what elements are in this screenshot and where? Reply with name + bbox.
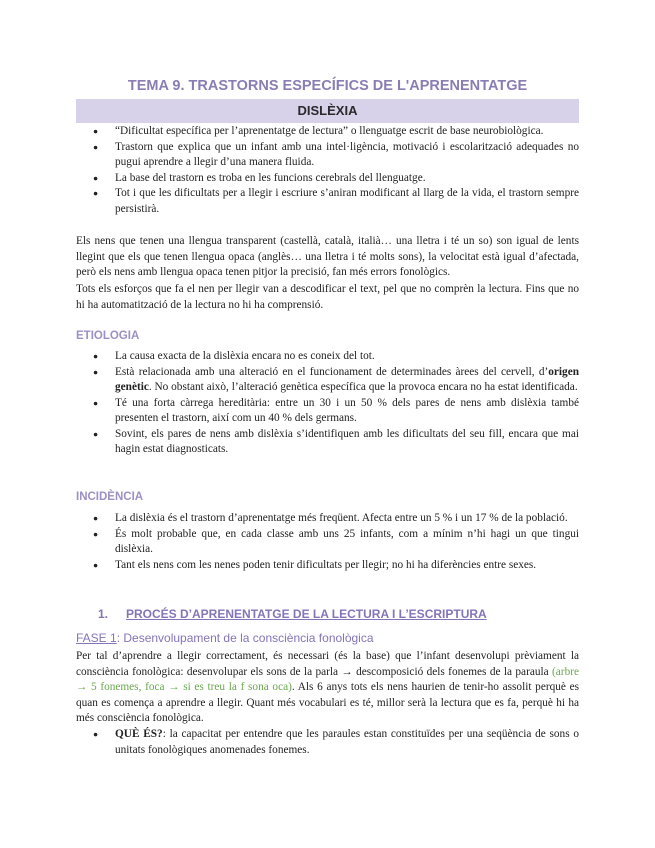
emphasis-text: origen genètic (115, 365, 579, 393)
list-item: ● Tot i que les dificultats per a llegir i escriure s’aniran modificant al llarg de la vida, el trastorn sempre persistirà. (76, 186, 579, 217)
fase-list-block (76, 727, 579, 758)
section-number: 1. (98, 607, 109, 621)
section-title: PROCÉS D’APRENENTATGE DE LA LECTURA I L’ESCRIPTURA (126, 607, 487, 621)
fase-bullet-list (76, 727, 579, 758)
list-item: ● Tant els nens com les nenes poden tenir dificultats per llegir; no hi ha diferències entre sexes. (76, 558, 579, 574)
example-text: (arbre → 5 fonemes, foca → si es treu la f sona oca) (76, 665, 579, 693)
incidencia-bullet-list (76, 511, 579, 573)
list-item (76, 727, 579, 758)
list-item: ● Sovint, els pares de nens amb dislèxia s’identifiquen amb les dificultats del seu fill, encara que mai hagin estat diagnosticats. (76, 427, 579, 458)
incidencia-heading: INCIDÈNCIA (76, 491, 144, 503)
intro-bullet-list (76, 124, 579, 217)
fase-label: FASE 1 (76, 631, 117, 645)
list-item-text: . No obstant això, l’alteració genètica específica que la provoca encara no ha estat identificada. (148, 381, 578, 393)
etiologia-heading: ETIOLOGIA (76, 330, 140, 342)
intro-list-block (76, 124, 579, 217)
fase-heading (76, 631, 374, 645)
list-item: ● “Dificultat específica per l’aprenentatge de lectura” o llenguatge escrit de base neurobiològica. (76, 124, 579, 140)
list-item-text: Està relacionada amb una alteració en el funcionament de determinades àrees del cervell, d’ (115, 365, 549, 378)
list-item: ● Trastorn que explica que un infant amb una intel·ligència, motivació i escolarització adequades no pugui aprendre a llegir d’una manera fluida. (76, 140, 579, 171)
list-item: ● Té una forta càrrega hereditària: entre un 30 i un 50 % dels pares de nens amb dislèxia també presenten el trastorn, així com un 40 % dels germans. (76, 396, 579, 427)
section-band: DISLÈXIA (76, 99, 579, 123)
list-item (76, 365, 579, 396)
fase-title: : Desenvolupament de la consciència fonològica (116, 631, 374, 645)
paragraph: Els nens que tenen una llengua transparent (castellà, català, italià… una lletra i té un so) son igual de lents llegint que els que tenen llengua opaca (anglès… una lletra i té molts sons), la velocitat està igual d’afectada, però els nens amb llengua opaca tenen pitjor la precisió, fan més errors fonològics. (76, 235, 579, 278)
paragraph-text: Per tal d’aprendre a llegir correctament, és necessari (és la base) que l’infant desenvolupi prèviament la consciència fonològica: desenvolupar els sons de la parla → descomposició dels fonemes de la paraula (76, 650, 579, 678)
list-item: ● És molt probable que, en cada classe amb uns 25 infants, com a mínim n’hi hagi un que tingui dislèxia. (76, 527, 579, 558)
section-heading (98, 607, 487, 621)
list-item: ● La dislèxia és el trastorn d’aprenentatge més freqüent. Afecta entre un 5 % i un 17 % de la població. (76, 511, 579, 527)
etiologia-list-block (76, 349, 579, 458)
list-item: ● La base del trastorn es troba en les funcions cerebrals del llenguatge. (76, 171, 579, 187)
page-title: TEMA 9. TRASTORNS ESPECÍFICS DE L'APRENENTATGE (127, 78, 528, 94)
etiologia-bullet-list (76, 349, 579, 458)
list-item: ● La causa exacta de la dislèxia encara no es coneix del tot. (76, 349, 579, 365)
paragraph-text: . Als 6 anys tots els nens haurien de tenir-ho assolit perquè es quan es comença a aprendre a llegir. Quant més vocabulari es té, millor serà la lectura que es fa, perquè hi ha més consciència fonològica. (76, 681, 579, 724)
paragraph: Tots els esforços que fa el nen per llegir van a descodificar el text, pel que no comprèn la lectura. Fins que no hi ha automatització de la lectura no hi ha comprensió. (76, 283, 579, 311)
incidencia-list-block (76, 511, 579, 573)
list-item-text: : la capacitat per entendre que les paraules estan constituïdes per una seqüència de sons o unitats fonològiques anomenades fonemes. (115, 728, 579, 756)
question-label: QUÈ ÉS? (115, 728, 163, 740)
fase-paragraph (76, 649, 579, 727)
